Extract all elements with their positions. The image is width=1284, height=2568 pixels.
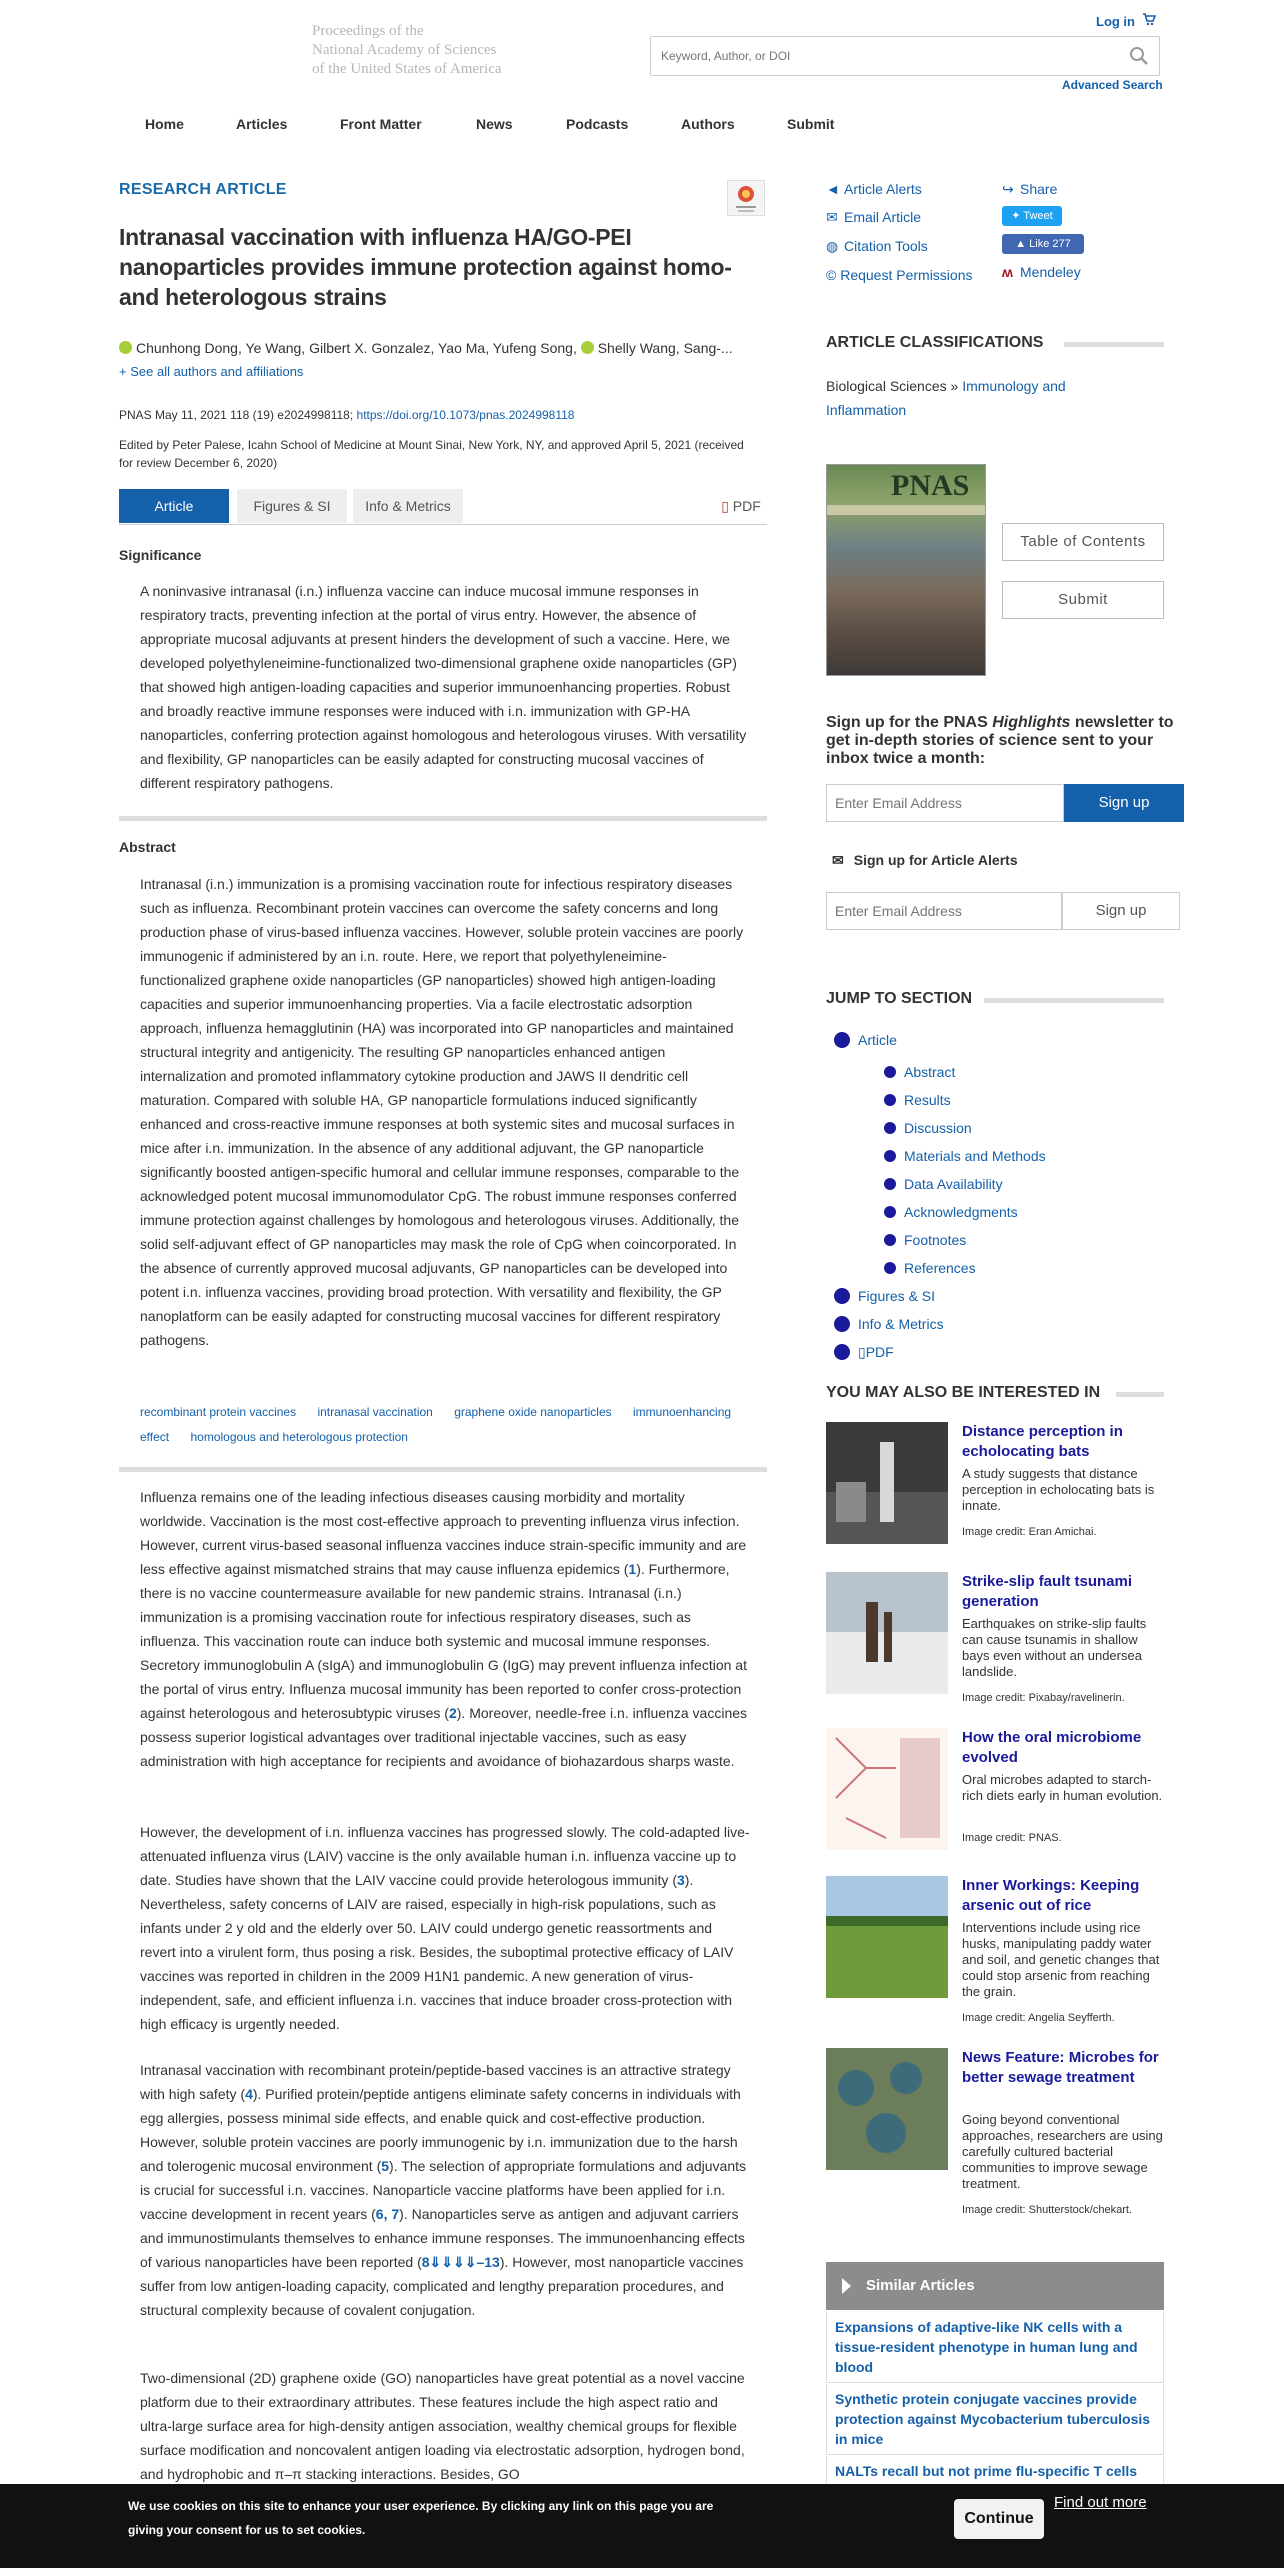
classification-link[interactable]: Immunology and Inflammation xyxy=(826,378,1066,418)
search-box xyxy=(650,36,1160,76)
author[interactable]: Yufeng Song xyxy=(492,340,573,356)
newsletter-email-input[interactable] xyxy=(826,784,1064,822)
keyword-link[interactable]: intranasal vaccination xyxy=(317,1405,433,1419)
tool-label: Email Article xyxy=(844,209,922,225)
similar-article-link[interactable]: Synthetic protein conjugate vaccines provide protection against Mycobacterium tuberculosis in mice xyxy=(826,2384,1164,2455)
related-credit: Image credit: Shutterstock/chekart. xyxy=(962,2204,1132,2216)
jump-label: References xyxy=(904,1260,976,1276)
bullet-icon xyxy=(884,1066,896,1078)
text-run: ). However, most nanoparticle vaccines suffer from low antigen-loading capacity, complicated and lengthy preparation procedures, and structural complexity because of covalent conjugation. xyxy=(140,2254,744,2318)
plus-icon: + xyxy=(119,364,131,379)
article-tabs xyxy=(119,489,767,525)
tweet-label: Tweet xyxy=(1023,210,1053,222)
citation-line xyxy=(119,408,574,422)
bullet-icon xyxy=(884,1234,896,1246)
jump-to-section-heading: JUMP TO SECTION xyxy=(826,990,973,1007)
related-item[interactable] xyxy=(826,1422,1166,1552)
author[interactable]: Shelly Wang xyxy=(597,340,676,356)
body-paragraph xyxy=(140,1820,750,2036)
nav-news[interactable]: News xyxy=(476,116,513,132)
tool-label: Citation Tools xyxy=(844,238,928,254)
nav-home[interactable]: Home xyxy=(145,116,184,132)
newsletter-signup-button[interactable]: Sign up xyxy=(1064,784,1184,822)
search-input[interactable] xyxy=(651,37,1121,75)
body-paragraph xyxy=(140,1485,750,1773)
related-desc: Interventions include using rice husks, manipulating paddy water and soil, and genetic changes that could stop arsenic from reaching the grain. xyxy=(962,1920,1160,1999)
alerts-email-input[interactable] xyxy=(826,892,1062,930)
journal-cover[interactable] xyxy=(826,464,986,676)
text-run: ). Nanoparticles serve as antigen and adjuvant carriers and immunostimulants themselves to enhance immune responses. The immunoenhancing effects of various nanoparticles have been reported ( xyxy=(140,2206,745,2270)
advanced-search-link[interactable]: Advanced Search xyxy=(1062,78,1163,92)
submit-button[interactable]: Submit xyxy=(1002,581,1164,619)
text-run: ). Furthermore, there is no vaccine countermeasure available for new pandemic strains. Intranasal (i.n.) immunization is a promising vaccination route for infectious respiratory diseases, such as influenza. This vaccination route can induce both systemic and mucosal immune responses. Secretory immunoglobulin A (sIgA) and immunoglobulin G (IgG) may prevent influenza infection at the portal of virus entry. Influenza mucosal immunity has been reported to confer cross-protection against heterologous and heterosubtypic viruses ( xyxy=(140,1561,747,1721)
share-icon: ↪ xyxy=(1002,181,1014,197)
email-article-link[interactable] xyxy=(826,209,921,226)
reference-link[interactable]: 1 xyxy=(628,1561,637,1577)
tool-label: Mendeley xyxy=(1020,264,1081,280)
related-item[interactable] xyxy=(826,1572,1166,1702)
similar-articles-heading: Similar Articles xyxy=(866,2277,975,2294)
pdf-icon: ▯ xyxy=(858,1344,866,1360)
logo-line-1: Proceedings of the xyxy=(312,23,424,39)
keyword-link[interactable]: recombinant protein vaccines xyxy=(140,1405,297,1419)
reference-link[interactable]: 6, 7 xyxy=(375,2206,400,2222)
tab-article[interactable]: Article xyxy=(119,489,229,523)
text-run: Influenza remains one of the leading infectious diseases causing morbidity and mortality worldwide. Vaccination is the most cost-effective approach to preventing influenza virus infection. However, current virus-based seasonal influenza vaccines induce strain-specific immunity and are less effective against mismatched strains that may cause influenza epidemics ( xyxy=(140,1489,747,1577)
bullet-icon xyxy=(834,1344,850,1360)
body-paragraph xyxy=(140,2058,750,2322)
cover-title: PNAS xyxy=(891,469,970,502)
article-title: Intranasal vaccination with influenza HA/GO-PEI nanoparticles provides immune protection against homo- and heterologous strains xyxy=(119,224,732,310)
signup-text-part: newsletter to get in-depth stories of science sent to your inbox twice a month: xyxy=(826,714,1174,767)
jump-acknowledgments[interactable] xyxy=(884,1204,1018,1220)
related-title[interactable]: News Feature: Microbes for better sewage treatment xyxy=(962,2049,1159,2086)
bullet-icon xyxy=(834,1316,850,1332)
author[interactable]: Gilbert X. Gonzalez xyxy=(309,340,431,356)
jump-label: Info & Metrics xyxy=(858,1316,944,1332)
similar-articles-toggle[interactable] xyxy=(826,2262,1164,2310)
jump-label: Materials and Methods xyxy=(904,1148,1046,1164)
jump-article[interactable] xyxy=(834,1032,897,1048)
classification-prefix: Biological Sciences xyxy=(826,378,947,394)
body-paragraph: Two-dimensional (2D) graphene oxide (GO) nanoparticles have great potential as a novel vaccine platform due to their extraordinary attributes. These features include the high aspect ratio and ultra-large surface area for high-density antigen association, wealthy chemical groups for flexible surface modification and noncovalent antigen loading via electrostatic adsorption, hydrogen bond, and hydrophobic and π–π stacking interactions. Besides, GO xyxy=(140,2370,745,2482)
bat-photo xyxy=(826,1422,948,1544)
pdf-icon: ▯ xyxy=(721,498,729,514)
text-run: ). Nevertheless, safety concerns of LAIV are raised, especially in high-risk populations, such as infants under 2 y old and the elderly over 50. LAIV could undergo genetic reassortments and revert into a virulent form, thus posing a risk. Besides, the suboptimal protective efficacy of LAIV vaccines was reported in children in the 2009 H1N1 pandemic. A new generation of virus-independent, safe, and efficient influenza i.n. vaccines that induce broader cross-protection with high efficacy is urgently needed. xyxy=(140,1872,734,2032)
significance-heading: Significance xyxy=(119,547,202,563)
tool-label: Share xyxy=(1020,181,1058,197)
text-run: ). The selection of appropriate formulations and adjuvants is crucial for successful i.n. vaccines. Nanoparticle vaccine platforms have been applied for i.n. vaccine development in recent years ( xyxy=(140,2158,746,2222)
check-for-updates-badge[interactable] xyxy=(727,180,765,216)
divider xyxy=(1064,342,1164,347)
abstract-heading: Abstract xyxy=(119,839,176,855)
reference-link[interactable]: 8⇓⇓⇓⇓–13 xyxy=(421,2254,500,2270)
jump-label: Footnotes xyxy=(904,1232,967,1248)
article-type: RESEARCH ARTICLE xyxy=(119,181,287,198)
sewage-plant-photo xyxy=(826,2048,948,2170)
globe-icon: ◍ xyxy=(826,238,839,254)
cookie-text: We use cookies on this site to enhance your user experience. By clicking any link on this page you are giving your consent for us to set cookies. xyxy=(128,2499,714,2537)
nav-submit[interactable]: Submit xyxy=(787,116,835,132)
nav-authors[interactable]: Authors xyxy=(681,116,735,132)
jump-label: Data Availability xyxy=(904,1176,1003,1192)
bullet-icon xyxy=(834,1288,850,1304)
bullet-icon xyxy=(834,1032,850,1048)
jump-label: Abstract xyxy=(904,1064,956,1080)
tweet-button[interactable] xyxy=(1002,206,1062,226)
megaphone-icon: ◄ xyxy=(826,181,840,197)
jump-references[interactable] xyxy=(884,1260,976,1276)
cover-strip xyxy=(827,505,985,515)
abstract-text: Intranasal (i.n.) immunization is a promising vaccination route for infectious respiratory diseases such as influenza. Recombinant protein vaccines can overcome the safety concerns and long production phase of virus-based influenza vaccines. However, soluble protein vaccines are poorly immunogenic if administered by an i.n. route. Here, we report that polyethyleneimine-functionalized graphene oxide nanoparticles (GP nanoparticles) showed high antigen-loading capacities and superior immunoenhancing properties. Via a facile electrostatic adsorption approach, influenza hemagglutinin (HA) was incorporated into GP nanoparticles and maintained structural integrity and antigenicity. The resulting GP nanoparticles enhanced antigen internalization and promoted inflammatory cytokine production and JAWS II dendritic cell maturation. Compared with soluble HA, GP nanoparticle formulations induced significantly enhanced and cross-reactive immune responses at both systemic sites and mucosal surfaces in mice after i.n. immunization. In the absence of any additional adjuvant, the GP nanoparticle significantly boosted antigen-specific humoral and cellular immune responses, comparable to the acknowledged potent mucosal immunomodulator CpG. The robust immune responses conferred immune protection against challenges by homologous and heterologous viruses. Additionally, the solid self-adjuvant effect of GP nanoparticles may mask the role of CpG when coincorporated. In the absence of currently approved mucosal adjuvants, GP nanoparticles can be developed into potent i.n. influenza vaccines, providing broad protection. With versatility and flexibility, the GP nanoplatform can be easily adapted for constructing mucosal vaccines for different respiratory pathogens. xyxy=(140,876,744,1348)
related-credit: Image credit: Angelia Seyfferth. xyxy=(962,2012,1115,2024)
related-title[interactable]: How the oral microbiome evolved xyxy=(962,1729,1142,1766)
bullet-icon xyxy=(884,1178,896,1190)
facebook-like-button[interactable] xyxy=(1002,234,1084,254)
like-label: Like 277 xyxy=(1029,238,1071,250)
bullet-icon xyxy=(884,1150,896,1162)
article-alerts-signup xyxy=(832,852,1018,869)
significance-text: A noninvasive intranasal (i.n.) influenza vaccine can induce mucosal immune responses in respiratory tracts, preventing infection at the portal of virus entry. However, the absence of appropriate mucosal adjuvants at present hinders the development of such a vaccine. Here, we developed polyethyleneimine-functionalized two-dimensional graphene oxide nanoparticles (GP) that showed high antigen-loading capacities and superior immunoenhancing properties. Robust and broadly reactive immune responses were induced with i.n. immunization with GP-HA nanoparticles, conferring protection against homologous and heterologous viruses. With versatility and flexibility, GP nanoparticles can be easily adapted for constructing mucosal vaccines of different respiratory pathogens. xyxy=(140,583,747,791)
caret-right-icon xyxy=(842,2278,851,2294)
bullet-icon xyxy=(884,1262,896,1274)
nav-articles[interactable]: Articles xyxy=(236,116,288,132)
text-run: ). Moreover, needle-free i.n. influenza vaccines possess superior logistical advantages over traditional injectable vaccines, such as easy administration with high acceptance for recipients and avoidance of biohazardous sharps waste. xyxy=(140,1705,748,1769)
bullet-icon xyxy=(884,1094,896,1106)
bullet-icon xyxy=(884,1122,896,1134)
keywords xyxy=(140,1400,750,1450)
newsletter-signup-text xyxy=(826,714,1186,768)
see-all-authors-link[interactable] xyxy=(119,364,303,379)
share-link[interactable] xyxy=(1002,181,1057,198)
related-credit: Image credit: PNAS. xyxy=(962,1832,1062,1844)
jump-data-availability[interactable] xyxy=(884,1176,1003,1192)
keyword-link[interactable]: graphene oxide nanoparticles xyxy=(454,1405,612,1419)
logo-line-3: of the United States of America xyxy=(312,61,502,77)
citation-text: PNAS May 11, 2021 118 (19) e2024998118; xyxy=(119,408,354,422)
author-list: Chunhong Dong, Ye Wang, Gilbert X. Gonzalez, Yao Ma, Yufeng Song, Shelly Wang, Sang-... xyxy=(119,340,769,356)
mendeley-icon: ʍ xyxy=(1002,264,1013,280)
article-alerts-link[interactable] xyxy=(826,181,922,197)
related-credit: Image credit: Eran Amichai. xyxy=(962,1526,1097,1538)
phylogeny-figure xyxy=(826,1728,948,1850)
jump-materials-methods[interactable] xyxy=(884,1148,1046,1164)
related-credit: Image credit: Pixabay/ravelinerin. xyxy=(962,1692,1125,1704)
twitter-icon: ✦ xyxy=(1011,210,1024,222)
login-link[interactable]: Log in xyxy=(1096,14,1135,29)
signup-text-em: Highlights xyxy=(992,714,1071,731)
classification: Biological Sciences » Immunology and Inflammation xyxy=(826,378,1066,418)
cart-icon[interactable] xyxy=(1142,12,1156,26)
related-item[interactable] xyxy=(826,1876,1166,2026)
see-all-label: See all authors and affiliations xyxy=(130,364,304,379)
related-title[interactable]: Inner Workings: Keeping arsenic out of rice xyxy=(962,1877,1140,1914)
reference-link[interactable]: 4 xyxy=(245,2086,253,2102)
table-of-contents-button[interactable]: Table of Contents xyxy=(1002,523,1164,561)
envelope-icon: ✉ xyxy=(832,852,844,868)
citation-tools-link[interactable] xyxy=(826,238,928,255)
reference-link[interactable]: 2 xyxy=(448,1705,457,1721)
orcid-icon[interactable] xyxy=(119,341,132,354)
related-desc: Going beyond conventional approaches, researchers are using carefully cultured bacterial communities to improve sewage treatment. xyxy=(962,2112,1163,2191)
keyword-link[interactable]: homologous and heterologous protection xyxy=(190,1430,408,1444)
jump-label: PDF xyxy=(865,1344,894,1360)
similar-article-link[interactable]: NALTs recall but not prime flu-specific T cells xyxy=(826,2456,1164,2487)
divider xyxy=(119,1467,767,1472)
author[interactable]: Chunhong Dong xyxy=(136,340,238,356)
similar-article-link[interactable]: Expansions of adaptive-like NK cells with a tissue-resident phenotype in human lung and blood xyxy=(826,2312,1164,2383)
related-heading: YOU MAY ALSO BE INTERESTED IN xyxy=(826,1384,1101,1401)
cookie-continue-button[interactable]: Continue xyxy=(954,2499,1044,2539)
alerts-heading: Sign up for Article Alerts xyxy=(853,852,1018,868)
jump-label: Discussion xyxy=(904,1120,972,1136)
alerts-signup-button[interactable]: Sign up xyxy=(1062,892,1180,930)
cookie-find-out-more-link[interactable]: Find out more xyxy=(1054,2494,1147,2511)
author[interactable]: Yao Ma xyxy=(438,340,486,356)
nav-front-matter[interactable]: Front Matter xyxy=(340,116,422,132)
logo-line-2: National Academy of Sciences xyxy=(312,42,497,58)
related-desc: Earthquakes on strike-slip faults can cause tsunamis in shallow bays even without an undersea landslide. xyxy=(962,1616,1147,1679)
divider xyxy=(1116,1392,1164,1397)
text-run: However, the development of i.n. influenza vaccines has progressed slowly. The cold-adapted live-attenuated influenza virus (LAIV) vaccine is the only available human i.n. influenza vaccine up to date. Studies have shown that the LAIV vaccine could provide heterologous immunity ( xyxy=(140,1824,750,1888)
jump-pdf[interactable] xyxy=(834,1344,894,1361)
rice-field-photo xyxy=(826,1876,948,1998)
bullet-icon xyxy=(884,1206,896,1218)
request-permissions-link[interactable]: © Request Permissions xyxy=(826,267,973,283)
related-title[interactable]: Strike-slip fault tsunami generation xyxy=(962,1573,1133,1610)
text-run: ). Purified protein/peptide antigens eliminate safety concerns in individuals with egg allergies, possess minimal side effects, and enable quick and cost-effective production. However, soluble protein vaccines are poorly immunogenic by i.n. immunization due to the harsh and tolerogenic mucosal environment ( xyxy=(140,2086,741,2174)
reference-link[interactable]: 3 xyxy=(676,1872,685,1888)
orcid-icon[interactable] xyxy=(581,341,594,354)
tab-pdf[interactable] xyxy=(715,489,767,523)
related-desc: Oral microbes adapted to starch-rich diets early in human evolution. xyxy=(962,1772,1163,1803)
author[interactable]: Sang-... xyxy=(683,340,733,356)
jump-discussion[interactable] xyxy=(884,1120,972,1136)
divider xyxy=(984,998,1164,1003)
jump-footnotes[interactable] xyxy=(884,1232,966,1248)
cookie-banner xyxy=(0,2484,1284,2568)
pier-photo xyxy=(826,1572,948,1694)
mendeley-link[interactable] xyxy=(1002,264,1081,280)
jump-label: Article xyxy=(858,1032,897,1048)
signup-text-part: Sign up for the PNAS xyxy=(826,714,993,731)
tab-info-metrics[interactable]: Info & Metrics xyxy=(353,489,463,523)
tool-label: Article Alerts xyxy=(844,181,922,197)
jump-abstract[interactable] xyxy=(884,1064,955,1080)
thumbs-up-icon: ▲ xyxy=(1015,238,1030,250)
jump-info-metrics[interactable] xyxy=(834,1316,944,1332)
related-title[interactable]: Distance perception in echolocating bats xyxy=(962,1423,1123,1460)
jump-label: Acknowledgments xyxy=(904,1204,1018,1220)
jump-figures-si[interactable] xyxy=(834,1288,935,1304)
envelope-icon: ✉ xyxy=(826,209,838,225)
related-item[interactable] xyxy=(826,2048,1166,2228)
text-run: Intranasal vaccination with recombinant protein/peptide-based vaccines is an attractive strategy with high safety ( xyxy=(140,2062,731,2102)
tab-figures-si[interactable]: Figures & SI xyxy=(237,489,347,523)
search-icon[interactable] xyxy=(1129,46,1149,66)
pdf-label: PDF xyxy=(732,498,761,514)
nav-podcasts[interactable]: Podcasts xyxy=(566,116,629,132)
jump-label: Results xyxy=(904,1092,951,1108)
doi-link[interactable]: https://doi.org/10.1073/pnas.2024998118 xyxy=(356,408,575,422)
edited-by: Edited by Peter Palese, Icahn School of Medicine at Mount Sinai, New York, NY, and approved April 5, 2021 (received for review December 6, 2020) xyxy=(119,438,744,470)
divider xyxy=(119,816,767,821)
pnas-logo[interactable] xyxy=(312,22,542,79)
classifications-heading: ARTICLE CLASSIFICATIONS xyxy=(826,334,1044,351)
related-item[interactable] xyxy=(826,1728,1166,1858)
jump-results[interactable] xyxy=(884,1092,951,1108)
related-desc: A study suggests that distance perception in echolocating bats is innate. xyxy=(962,1466,1155,1513)
reference-link[interactable]: 5 xyxy=(381,2158,390,2174)
check-updates-icon xyxy=(728,181,764,215)
author[interactable]: Ye Wang xyxy=(245,340,302,356)
keyword-link[interactable]: immunoenhancing effect xyxy=(140,1405,732,1444)
jump-label: Figures & SI xyxy=(858,1288,936,1304)
